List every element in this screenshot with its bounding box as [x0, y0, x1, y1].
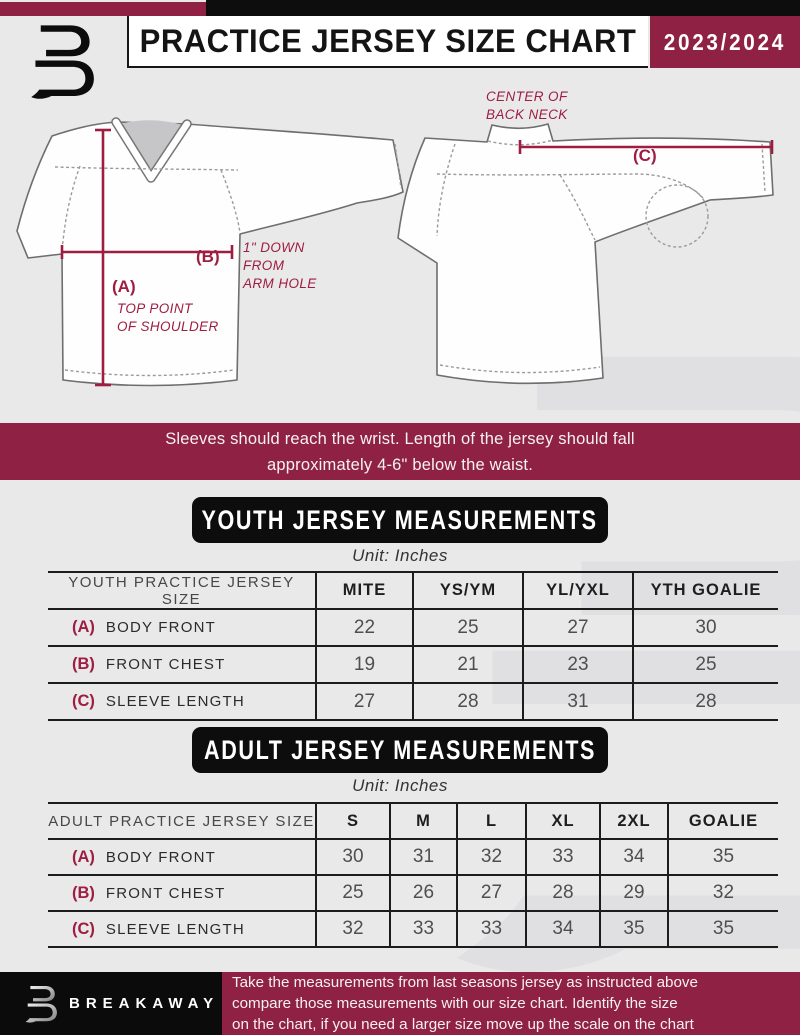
cell-value: 29	[600, 875, 668, 911]
table-row	[48, 839, 778, 875]
column-header: MITE	[316, 572, 413, 609]
cell-value: 31	[523, 683, 633, 720]
season-label: 2023/2024	[663, 28, 787, 55]
column-header: GOALIE	[668, 803, 778, 839]
cell-value: 25	[633, 646, 778, 683]
column-header: L	[457, 803, 526, 839]
measure-key-b: (B)	[196, 247, 220, 266]
cell-value: 33	[526, 839, 600, 875]
cell-value: 25	[316, 875, 390, 911]
row-label: BODY FRONT	[105, 848, 216, 866]
column-header: YTH GOALIE	[633, 572, 778, 609]
row-key: (A)	[72, 847, 95, 866]
notice-line-1: Sleeves should reach the wrist. Length of the jersey should fall	[165, 429, 635, 448]
column-header: S	[316, 803, 390, 839]
season-badge	[650, 16, 800, 68]
body-front-caption: TOP POINT OF SHOULDER	[117, 301, 219, 334]
column-header: 2XL	[600, 803, 668, 839]
header-maroon-strip	[0, 2, 206, 16]
brand-name: BREAKAWAY	[69, 995, 220, 1012]
footer-line-1: Take the measurements from last seasons jersey as instructed above	[232, 974, 698, 991]
body-front-marker	[112, 277, 136, 297]
jersey-measurement-diagram	[0, 68, 800, 422]
notice-line-2: approximately 4-6" below the waist.	[267, 455, 533, 474]
page-title: PRACTICE JERSEY SIZE CHART	[140, 22, 637, 59]
measure-key-c: (C)	[633, 146, 657, 165]
row-key: (C)	[72, 919, 95, 938]
table-header-row	[48, 572, 778, 609]
cell-value: 22	[316, 609, 413, 646]
front-chest-caption: 1" DOWN FROM ARM HOLE	[243, 240, 317, 291]
cell-value: 28	[633, 683, 778, 720]
cell-value: 31	[390, 839, 457, 875]
cell-value: 34	[526, 911, 600, 947]
cell-value: 32	[668, 875, 778, 911]
cell-value: 30	[316, 839, 390, 875]
cell-value: 27	[316, 683, 413, 720]
cell-value: 28	[413, 683, 523, 720]
footer-line-2: compare those measurements with our size chart. Identify the size	[232, 995, 678, 1012]
cell-value: 19	[316, 646, 413, 683]
measure-key-a: (A)	[112, 277, 136, 296]
column-header: XL	[526, 803, 600, 839]
column-header: YS/YM	[413, 572, 523, 609]
cell-value: 28	[526, 875, 600, 911]
cell-value: 33	[457, 911, 526, 947]
cell-value: 32	[316, 911, 390, 947]
column-header: YL/YXL	[523, 572, 633, 609]
youth-size-table	[48, 571, 778, 721]
back-neck-caption: CENTER OF BACK NECK	[486, 89, 568, 122]
adult-section-banner	[192, 727, 608, 773]
youth-section-banner	[192, 497, 608, 543]
cell-value: 35	[668, 839, 778, 875]
adult-section-title: ADULT JERSEY MEASUREMENTS	[203, 734, 597, 765]
row-key: (C)	[72, 692, 95, 710]
back-jersey-drawing	[398, 124, 773, 383]
table-row	[48, 646, 778, 683]
row-key: (B)	[72, 655, 95, 673]
cell-value: 23	[523, 646, 633, 683]
cell-value: 27	[523, 609, 633, 646]
row-label: FRONT CHEST	[105, 884, 226, 902]
cell-value: 35	[668, 911, 778, 947]
cell-value: 26	[390, 875, 457, 911]
table-row	[48, 875, 778, 911]
row-label: SLEEVE LENGTH	[105, 693, 245, 710]
table-row	[48, 911, 778, 947]
adult-unit-label: Unit: Inches	[352, 776, 448, 795]
title-banner	[127, 16, 648, 68]
cell-value: 33	[390, 911, 457, 947]
cell-value: 35	[600, 911, 668, 947]
row-label: BODY FRONT	[105, 619, 216, 636]
column-header: M	[390, 803, 457, 839]
table-header-row	[48, 803, 778, 839]
cell-value: 34	[600, 839, 668, 875]
cell-value: 25	[413, 609, 523, 646]
row-key: (A)	[72, 618, 95, 636]
breakaway-b-logo-icon	[24, 984, 58, 1024]
footer-line-3: on the chart, if you need a larger size move up the scale on the chart	[232, 1016, 694, 1033]
table-row	[48, 609, 778, 646]
cell-value: 30	[633, 609, 778, 646]
row-label: FRONT CHEST	[105, 656, 226, 673]
youth-section-title: YOUTH JERSEY MEASUREMENTS	[201, 504, 599, 535]
sleeve-length-marker	[633, 146, 657, 166]
table-row	[48, 683, 778, 720]
row-key: (B)	[72, 883, 95, 902]
fit-notice-banner	[0, 423, 800, 480]
cell-value: 32	[457, 839, 526, 875]
youth-unit-label: Unit: Inches	[352, 546, 448, 565]
cell-value: 21	[413, 646, 523, 683]
footer-brand-block	[0, 972, 222, 1035]
column-header: YOUTH PRACTICE JERSEY SIZE	[68, 573, 295, 608]
column-header: ADULT PRACTICE JERSEY SIZE	[48, 812, 315, 830]
footer-instructions	[222, 972, 800, 1035]
cell-value: 27	[457, 875, 526, 911]
front-chest-marker	[196, 247, 220, 267]
adult-size-table	[48, 802, 778, 948]
header-black-strip	[206, 0, 800, 16]
row-label: SLEEVE LENGTH	[105, 920, 245, 938]
